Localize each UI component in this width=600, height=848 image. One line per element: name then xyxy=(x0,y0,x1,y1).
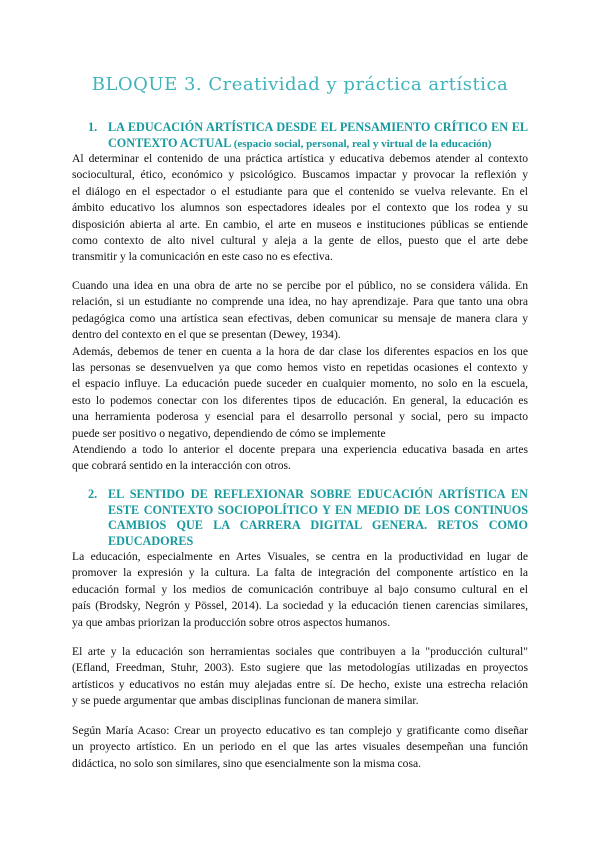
text-line: transmitir y la comunicación en este caso no es efectiva. xyxy=(72,250,333,264)
text-line: relación, si un estudiante no comprende una idea, no hay aprendizaje. Para que tanto una obra xyxy=(72,295,528,309)
text-line: Según María Acaso: Crear un proyecto educativo es tan complejo y gratificante como diseñar xyxy=(72,724,528,737)
section-1-heading-subtitle: (espacio social, personal, real y virtual de la educación) xyxy=(233,137,492,150)
text-line: el espacio influye. La educación puede suceder en cualquier momento, no solo en la escuela, xyxy=(72,377,528,391)
text-line: educación formal y los medios de comunicación contribuye al bajo consumo cultural en el xyxy=(72,582,528,596)
text-line: (Efland, Freedman, Stuhr, 2003). Esto sugiere que las metodologías utilizadas en proyectos xyxy=(72,661,528,675)
page-title: BLOQUE 3. Creatividad y práctica artística xyxy=(91,74,509,95)
section-2-heading-line-1: EL SENTIDO DE REFLEXIONAR SOBRE EDUCACIÓN ARTÍSTICA EN xyxy=(108,487,528,501)
section-2-heading-line-4: EDUCADORES xyxy=(108,533,194,548)
text-line: El arte y la educación son herramientas sociales que contribuyen a la "producción cultural" xyxy=(72,645,528,658)
text-line: las personas se desenvuelven ya que como hemos visto en repetidas ocasiones el contexto y xyxy=(72,360,528,374)
section-2-heading-line-2: ESTE CONTEXTO SOCIOPOLÍTICO Y EN MEDIO DE LOS CONTINUOS xyxy=(108,502,528,517)
text-line: ámbito educativo los alumnos son espectadores ideales por el contexto que los rodea y su xyxy=(72,201,528,215)
text-line: y se puede argumentar que ambas disciplinas funcionan de manera similar. xyxy=(72,694,419,708)
section-1-heading-line-1: LA EDUCACIÓN ARTÍSTICA DESDE EL PENSAMIENTO CRÍTICO EN EL xyxy=(108,120,528,134)
section-2-heading-line-3: CAMBIOS QUE LA CARRERA DIGITAL GENERA. RETOS COMO xyxy=(108,518,528,532)
text-line: Atendiendo a todo lo anterior el docente prepara una experiencia educativa basada en artes xyxy=(72,442,528,456)
section-1-number: 1. xyxy=(88,120,98,134)
section-2-number: 2. xyxy=(88,487,98,501)
text-line: un proyecto artístico. En un periodo en el que las artes visuales desempeñan una función xyxy=(72,740,528,754)
text-line: como contexto de alto nivel cultural y aleja a la gente de ellos, puesto que el arte debe xyxy=(72,233,528,247)
text-line: ya que ambas priorizan la producción sobre otros aspectos humanos. xyxy=(72,615,391,629)
section-1-heading-main: CONTEXTO ACTUAL xyxy=(108,135,234,150)
text-line: promover la expresión y la cultura. La falta de integración del componente artístico en la xyxy=(72,566,528,580)
text-line: Cuando una idea en una obra de arte no se percibe por el público, no se considera válida. En xyxy=(72,279,528,292)
text-line: disposición abierta al arte. En cambio, el arte en museos e instituciones públicas se entiende xyxy=(72,217,528,231)
section-2-paragraph-2 xyxy=(72,644,528,710)
section-1-paragraph-2 xyxy=(72,278,528,475)
text-line: el diálogo en el espectador o el estudiante para que el contenido se vuelva relevante. En el xyxy=(72,184,528,198)
text-line: La educación, especialmente en Artes Visuales, se centra en la productividad en lugar de xyxy=(72,550,528,563)
text-line: una herramienta poderosa y esencial para el desarrollo personal y social, pero su impacto xyxy=(72,410,528,424)
text-line: país (Brodsky, Negrón y Pössel, 2014). La sociedad y la educación tienen carencias similares, xyxy=(72,599,528,613)
text-line: esto lo podemos conectar con los diferentes tipos de educación. En general, la educación es xyxy=(72,393,528,407)
text-line: pedagógica como una artística sean efectivas, deben comunicar su mensaje de manera clara y xyxy=(72,311,528,325)
text-line: puede ser positivo o negativo, dependiendo de cómo se implemente xyxy=(72,426,386,440)
text-line: que cobrará sentido en la interacción con otros. xyxy=(72,459,291,473)
section-2-paragraph-1 xyxy=(72,549,528,631)
text-line: sociocultural, ético, económico y psicológico. Buscamos impactar y provocar la reflexión y xyxy=(72,168,528,182)
section-1-heading-line-2 xyxy=(108,136,528,153)
text-line: dentro del contexto en el que se presentan (Dewey, 1934). xyxy=(72,328,341,342)
section-1-paragraph-1 xyxy=(72,151,528,266)
section-2-paragraph-3 xyxy=(72,723,528,772)
text-line: artísticos y educativos no están muy alejadas entre sí. De hecho, existe una estrecha relación xyxy=(72,677,528,691)
text-line: Además, debemos de tener en cuenta a la hora de dar clase los diferentes espacios en los que xyxy=(72,344,528,358)
text-line: Al determinar el contenido de una práctica artística y educativa debemos atender al contexto xyxy=(72,152,528,165)
text-line: didáctica, no solo son similares, sino que esencialmente son la misma cosa. xyxy=(72,756,422,770)
